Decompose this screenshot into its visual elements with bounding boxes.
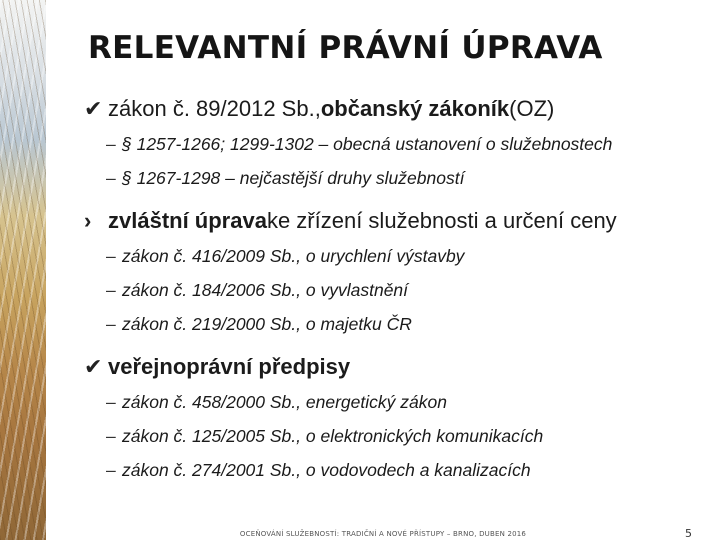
bullet-list xyxy=(84,96,714,494)
sub-item-text: zákon č. 458/2000 Sb., energetický zákon xyxy=(122,392,447,412)
sub-item xyxy=(84,246,714,280)
sub-item-text: zákon č. 219/2000 Sb., o majetku ČR xyxy=(122,314,412,334)
bullet-main-2 xyxy=(84,208,714,246)
bullet-text-bold: veřejnoprávní předpisy xyxy=(108,354,351,379)
dash-icon: – xyxy=(106,134,116,154)
sub-item xyxy=(84,168,714,202)
check-icon: ✔ xyxy=(84,96,103,121)
page-number: 5 xyxy=(685,527,692,540)
sub-item-text: zákon č. 416/2009 Sb., o urychlení výstavby xyxy=(122,246,465,266)
bullet-main-1 xyxy=(84,96,714,134)
bullet-text-prefix: zákon č. 89/2012 Sb., xyxy=(108,96,321,121)
sub-item xyxy=(84,280,714,314)
sub-item-text: § 1267-1298 – nejčastější druhy služebností xyxy=(122,168,465,188)
dash-icon: – xyxy=(106,246,116,266)
dash-icon: – xyxy=(106,314,116,334)
sub-item xyxy=(84,314,714,348)
sub-item-text: zákon č. 184/2006 Sb., o vyvlastnění xyxy=(122,280,409,300)
sub-item xyxy=(84,392,714,426)
slide xyxy=(46,0,720,540)
dash-icon: – xyxy=(106,460,116,480)
bullet-text-suffix: (OZ) xyxy=(509,96,555,121)
bullet-text-bold: zvláštní úprava xyxy=(108,208,267,233)
dash-icon: – xyxy=(106,392,116,412)
check-icon: ✔ xyxy=(84,354,103,379)
decorative-photo-strip xyxy=(0,0,46,540)
sub-item xyxy=(84,134,714,168)
sub-item-text: zákon č. 125/2005 Sb., o elektronických komunikacích xyxy=(122,426,544,446)
bullet-text-bold: občanský zákoník xyxy=(320,96,510,121)
sub-item-text: § 1257-1266; 1299-1302 – obecná ustanovení o služebnostech xyxy=(122,134,613,154)
slide-title: RELEVANTNÍ PRÁVNÍ ÚPRAVA xyxy=(88,30,603,66)
arrow-icon: › xyxy=(84,208,92,233)
slide-footer: OCEŇOVÁNÍ SLUŽEBNOSTÍ: TRADIČNÍ A NOVÉ PŘÍSTUPY – BRNO, DUBEN 2016 xyxy=(239,530,527,538)
dash-icon: – xyxy=(106,168,116,188)
bullet-text-suffix: ke zřízení služebnosti a určení ceny xyxy=(266,208,617,233)
sub-item-text: zákon č. 274/2001 Sb., o vodovodech a kanalizacích xyxy=(122,460,531,480)
dash-icon: – xyxy=(106,426,116,446)
sub-item xyxy=(84,426,714,460)
bullet-main-3 xyxy=(84,354,714,392)
dash-icon: – xyxy=(106,280,116,300)
sub-item xyxy=(84,460,714,494)
